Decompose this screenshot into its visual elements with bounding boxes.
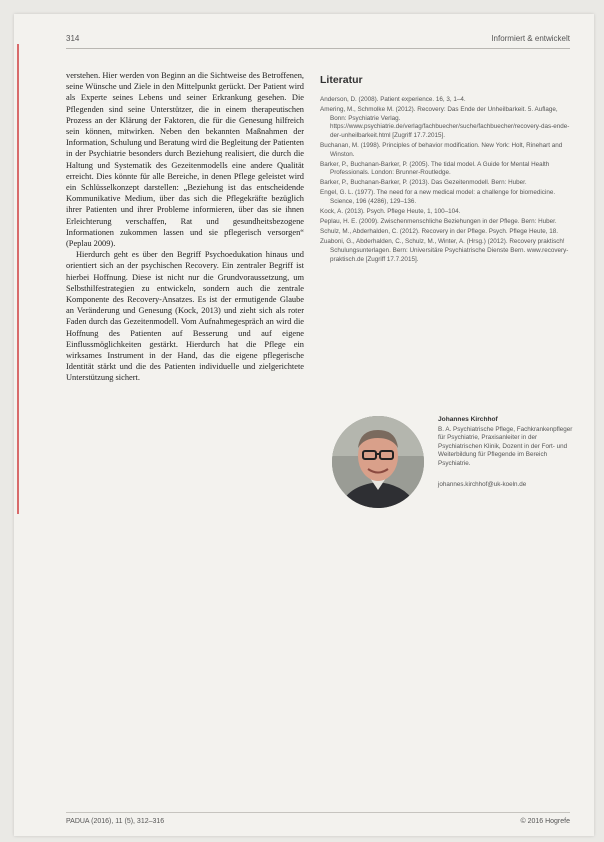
reference-item: Barker, P., Buchanan-Barker, P. (2013). Das Gezeitenmodell. Bern: Huber. — [320, 179, 527, 187]
footer-rule — [66, 812, 570, 813]
author-name: Johannes Kirchhof — [438, 416, 498, 423]
reference-item: Barker, P., Buchanan-Barker, P. (2005). The tidal model. A Guide for Mental Health Professionals. London: Brunner-Routledge. — [320, 160, 550, 177]
author-email[interactable]: johannes.kirchhof@uk-koeln.de — [438, 480, 527, 488]
reference-item: Schulz, M., Abderhalden, C. (2012). Recovery in der Pflege. Psych. Pflege Heute, 18. — [320, 228, 559, 236]
reference-item: Amering, M., Schmolke M. (2012). Recovery: Das Ende der Unheilbarkeit. 5. Auflage, Bonn: Psychiatrie Verlag. https://www.psychiatrie.de/verlag/fachbuecher/suche/fachbuecher/recovery-das-ende-der-unheilbarkeit.html [Zugriff 17.7.2015]. — [320, 106, 570, 139]
body-paragraph: Hierdurch geht es über den Begriff Psychoedukation hinaus und orientiert sich an der psychischen Recovery. Ein zentraler Begriff ist hierbei Hoffnung. Diese ist nicht nur die Grundvoraussetzung, um Selbsthilfestrategien zu entwickeln, sondern auch die zentrale Komponente des Recovery-Ansatzes. Es ist der ermutigende Glaube an Veränderung und Genesung (Kock, 2013) und zieht sich als roter Faden durch das Gezeitenmodell. Vom Aufnahmegespräch an wird die Hoffnung des Patienten auf Besserung und auf eigene Einflussmöglichkeiten gestärkt. Hierdurch hat die Pflege ein wirksames Instrument in der Hand, das die eigene pflegerische Identität stärkt und die des Patienten individuelle und zielgerichtete Unterstützung sichert. — [66, 250, 304, 383]
author-description: B. A. Psychiatrische Pflege, Fachkrankenpfleger für Psychiatrie, Praxisanleiter in der Psychiatrischen Klinik, Dozent in der Fort- und Weiterbildung für Pflegende im Bereich Psychiatrie. — [438, 425, 573, 467]
reference-item: Engel, G. L. (1977). The need for a new medical model: a challenge for biomedicine. Science, 196 (4286), 129–136. — [320, 189, 556, 206]
author-portrait-icon — [332, 416, 424, 508]
author-photo — [332, 416, 424, 508]
header-rule — [66, 48, 570, 49]
author-bio — [438, 416, 578, 489]
margin-accent-line — [17, 44, 19, 514]
running-title: Informiert & entwickelt — [491, 34, 570, 43]
footer-publisher: © 2016 Hogrefe — [520, 818, 570, 825]
author-box — [320, 416, 580, 516]
reference-item: Zuaboni, G., Abderhalden, C., Schulz, M., Winter, A. (Hrsg.) (2012). Recovery praktisch! Schulungsunterlagen. Bern: Universitäre Psychiatrische Dienste Bern. www.recovery-praktisch.de [Zugriff 17.7.2015]. — [320, 238, 569, 263]
body-text-column — [66, 70, 304, 384]
reference-item: Peplau, H. E. (2009). Zwischenmenschliche Beziehungen in der Pflege. Bern: Huber. — [320, 218, 557, 226]
journal-page — [14, 14, 594, 836]
footer-citation: PADUA (2016), 11 (5), 312–316 — [66, 818, 165, 825]
body-paragraph: verstehen. Hier werden von Beginn an die Sichtweise des Betroffenen, seine Wünsche und Ziele in den Mittelpunkt gerückt. Der Patient wird als Experte seines Lebens und seiner Erkrankung gesehen. Die Pflegenden sind seine Unterstützer, die in einem therapeutischen Prozess an der Klärung der Faktoren, die für die Genesung hilfreich sein können, mitwirken. Neben den bekannten Maßnahmen der Information, Schulung und Beratung wird die Begleitung der Patienten in der Psychiatrie besonders durch Beziehung realisiert, die durch die Haltung und Systematik des Gezeitenmodells eine andere Qualität erreicht. Dies könnte für alle Bereiche, in denen Pflege geleistet wird ein Schlüsselkonzept darstellen: „Beziehung ist das entscheidende Kommunikative Medium, über das sich die Pflegekräfte bezüglich ihrer Patienten und ihrer Probleme informieren, über das sie ihnen Erleichterung verschaffen, Rat und gesundheitsbezogene Informationen zukommen lassen und sie pflegerisch versorgen“ (Peplau 2009). — [66, 71, 304, 249]
page-number: 314 — [66, 34, 80, 43]
reference-item: Anderson, D. (2008). Patient experience. 16, 3, 1–4. — [320, 96, 466, 103]
literature-heading: Literatur — [320, 74, 363, 86]
reference-item: Kock, A. (2013). Psych. Pflege Heute, 1, 100–104. — [320, 208, 461, 216]
reference-list — [320, 96, 574, 264]
literature-section — [320, 74, 574, 266]
reference-item: Buchanan, M. (1998). Principles of behavior modification. New York: Holt, Rinehart and Winston. — [320, 141, 563, 158]
